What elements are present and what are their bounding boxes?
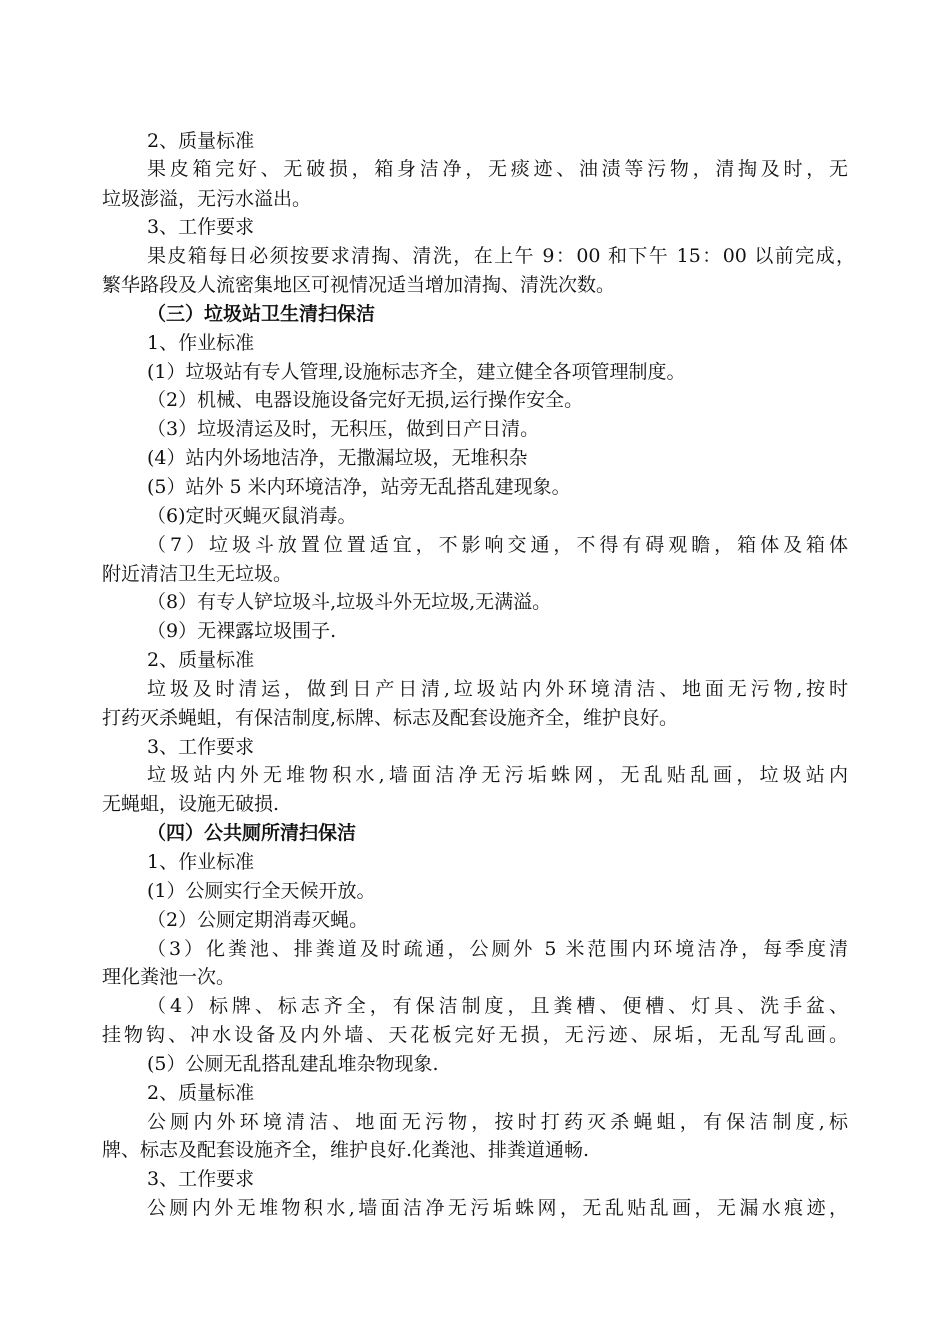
paragraph-line: 垃圾澎溢，无污水溢出。 bbox=[102, 188, 312, 210]
list-item: （8）有专人铲垃圾斗,垃圾斗外无垃圾,无满溢。 bbox=[147, 591, 552, 613]
list-item: （2）公厕定期消毒灭蝇。 bbox=[147, 909, 369, 931]
list-item-continuation: 理化粪池一次。 bbox=[102, 966, 236, 988]
paragraph-line: 垃圾站内外无堆物积水,墙面洁净无污垢蛛网，无乱贴乱画，垃圾站内 bbox=[147, 764, 848, 786]
list-item-continuation: 附近清洁卫生无垃圾。 bbox=[102, 563, 293, 585]
list-item: （7）垃圾斗放置位置适宜，不影响交通，不得有碍观瞻，箱体及箱体 bbox=[147, 534, 848, 556]
subheading-operation-standard: 1、作业标准 bbox=[147, 332, 255, 354]
paragraph-line: 公厕内外无堆物积水,墙面洁净无污垢蛛网，无乱贴乱画，无漏水痕迹， bbox=[147, 1197, 848, 1219]
list-item: （3）化粪池、排粪道及时疏通，公厕外 5 米范围内环境洁净，每季度清 bbox=[147, 938, 848, 960]
list-item: (1）垃圾站有专人管理,设施标志齐全，建立健全各项管理制度。 bbox=[147, 361, 686, 383]
subheading-quality-standard: 2、质量标准 bbox=[147, 1082, 255, 1104]
paragraph-line: 繁华路段及人流密集地区可视情况适当增加清掏、清洗次数。 bbox=[102, 274, 616, 296]
section-heading-public-toilet: （四）公共厕所清扫保洁 bbox=[147, 822, 357, 844]
list-item: （9）无裸露垃圾围子. bbox=[147, 620, 337, 642]
subheading-quality-standard: 2、质量标准 bbox=[147, 130, 255, 152]
paragraph-line: 垃圾及时清运，做到日产日清,垃圾站内外环境清洁、地面无污物,按时 bbox=[147, 678, 848, 700]
list-item: （3）垃圾清运及时，无积压，做到日产日清。 bbox=[147, 418, 540, 440]
list-item: （6)定时灭蝇灭鼠消毒。 bbox=[147, 505, 357, 527]
list-item: （2）机械、电器设施设备完好无损,运行操作安全。 bbox=[147, 389, 584, 411]
list-item: (1）公厕实行全天候开放。 bbox=[147, 880, 376, 902]
list-item: (5）公厕无乱搭乱建乱堆杂物现象. bbox=[147, 1053, 439, 1075]
list-item: (5）站外 5 米内环境洁净，站旁无乱搭乱建现象。 bbox=[147, 476, 571, 498]
subheading-operation-standard: 1、作业标准 bbox=[147, 851, 255, 873]
paragraph-line: 果皮箱完好、无破损，箱身洁净，无痰迹、油渍等污物，清掏及时，无 bbox=[147, 158, 848, 180]
subheading-quality-standard: 2、质量标准 bbox=[147, 649, 255, 671]
subheading-work-requirement: 3、工作要求 bbox=[147, 1168, 255, 1190]
paragraph-line: 无蝇蛆，设施无破损. bbox=[102, 793, 280, 815]
subheading-work-requirement: 3、工作要求 bbox=[147, 216, 255, 238]
paragraph-line: 牌、标志及配套设施齐全，维护良好.化粪池、排粪道通畅. bbox=[102, 1139, 590, 1161]
subheading-work-requirement: 3、工作要求 bbox=[147, 736, 255, 758]
section-heading-garbage-station: （三）垃圾站卫生清扫保洁 bbox=[147, 303, 376, 325]
paragraph-line: 果皮箱每日必须按要求清掏、清洗，在上午 9：00 和下午 15：00 以前完成， bbox=[147, 245, 855, 267]
paragraph-line: 公厕内外环境清洁、地面无污物，按时打药灭杀蝇蛆，有保洁制度,标 bbox=[147, 1111, 848, 1133]
list-item-continuation: 挂物钩、冲水设备及内外墙、天花板完好无损，无污迹、尿垢，无乱写乱画。 bbox=[102, 1024, 848, 1046]
list-item: （4）标牌、标志齐全，有保洁制度，且粪槽、便槽、灯具、洗手盆、 bbox=[147, 995, 848, 1017]
paragraph-line: 打药灭杀蝇蛆，有保洁制度,标牌、标志及配套设施齐全，维护良好。 bbox=[102, 707, 679, 729]
list-item: (4）站内外场地洁净，无撒漏垃圾，无堆积杂 bbox=[147, 447, 528, 469]
